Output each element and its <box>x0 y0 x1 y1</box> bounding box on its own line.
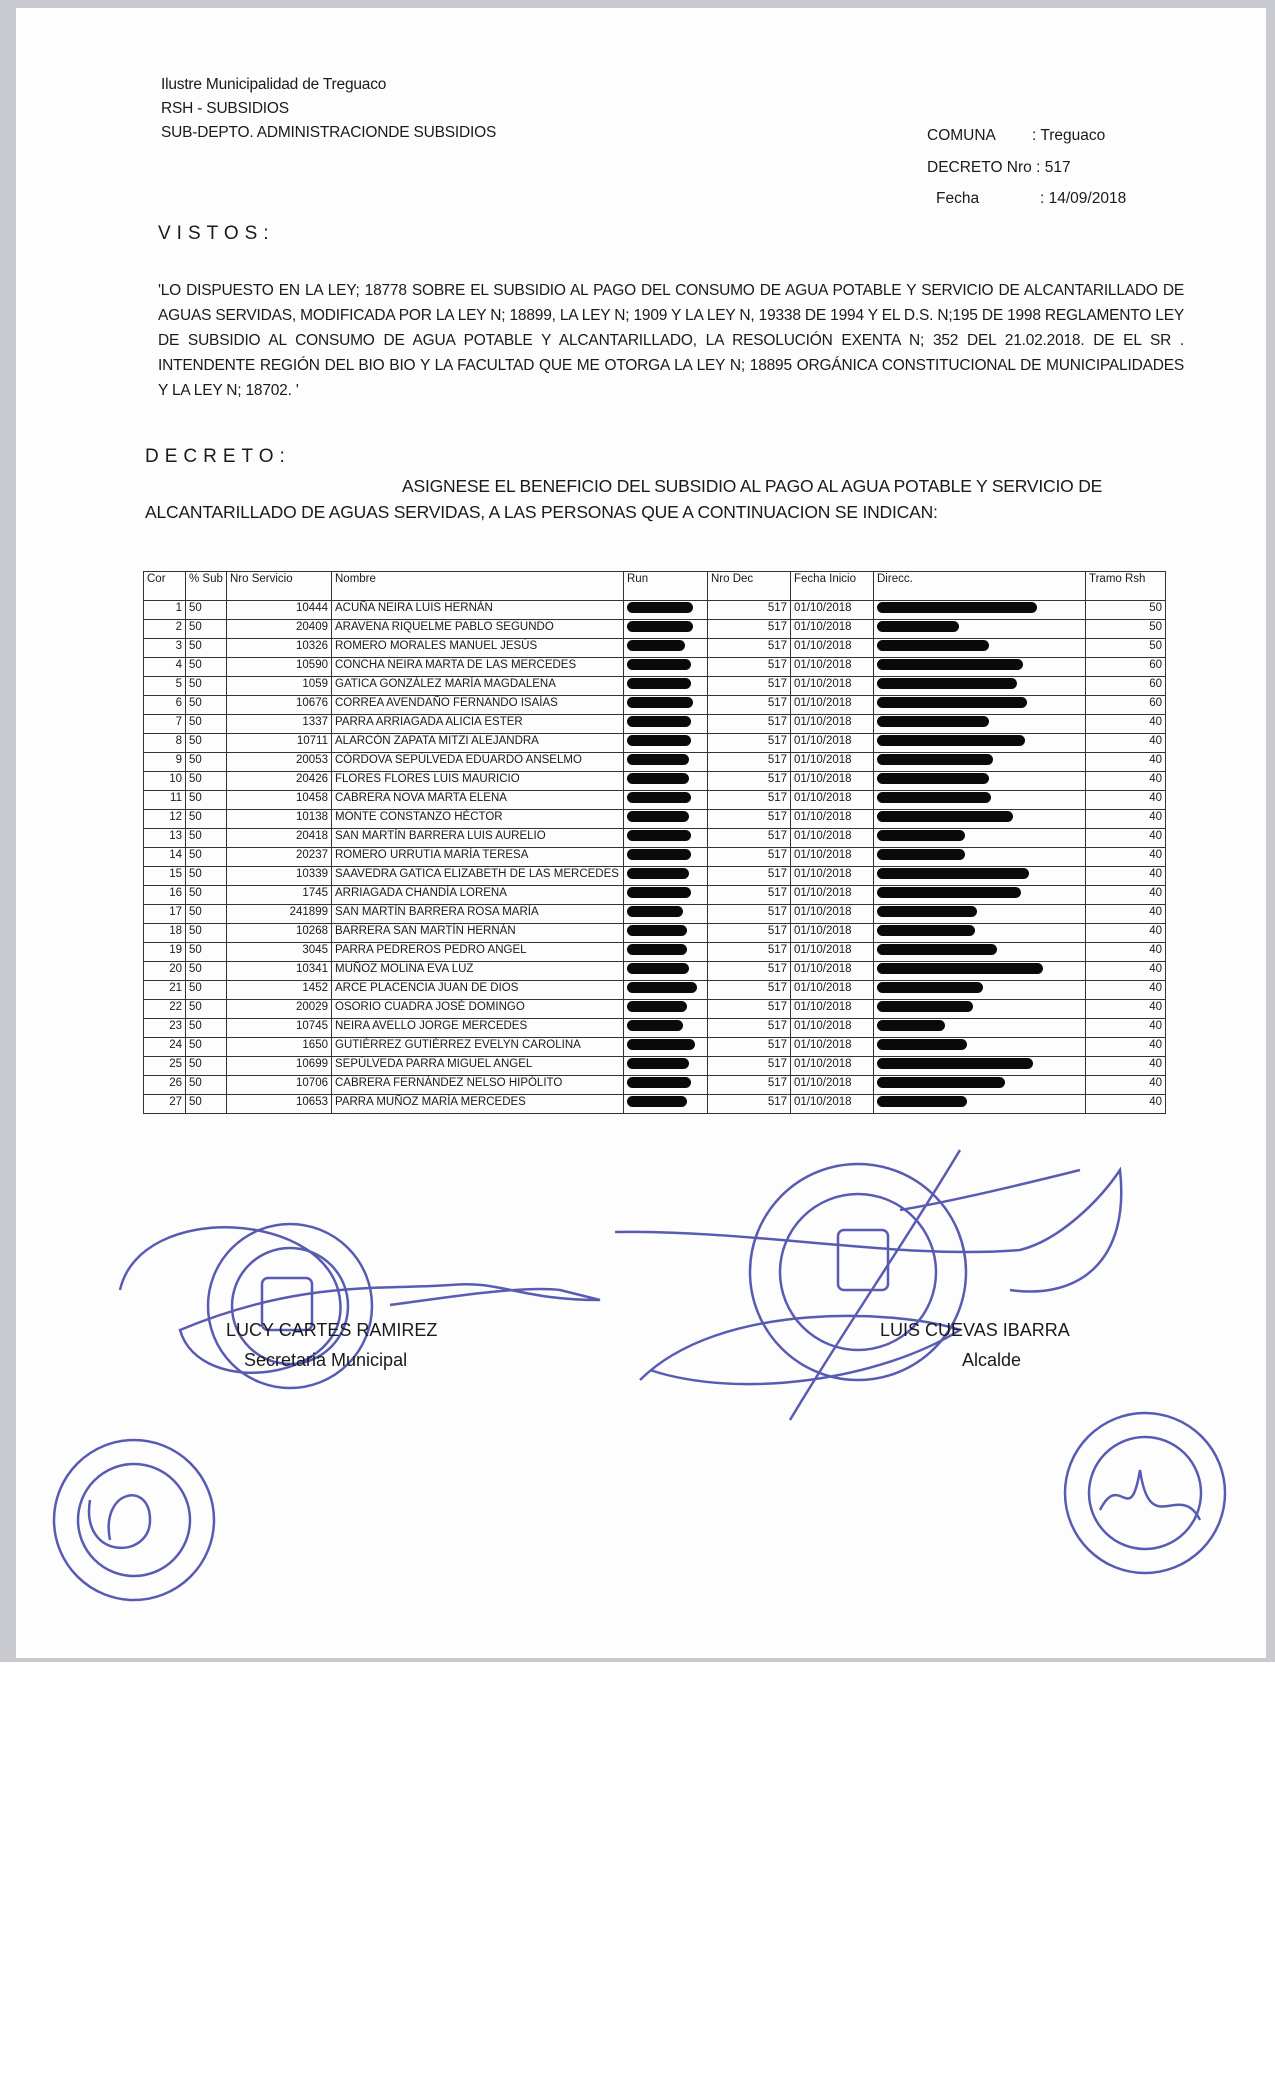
cor-cell: 3 <box>144 639 186 658</box>
fecha-cell: 01/10/2018 <box>791 1000 874 1019</box>
column-header: Tramo Rsh <box>1086 572 1166 601</box>
comuna-label: COMUNA <box>927 127 996 144</box>
cor-cell: 6 <box>144 696 186 715</box>
decreto-number: DECRETO Nro : 517 <box>927 159 1071 176</box>
nombre-cell: OSORIO CUADRA JOSÉ DOMINGO <box>332 1000 624 1019</box>
left-signatory-name: LUCY CARTES RAMIREZ <box>226 1320 438 1340</box>
nombre-cell: SEPÚLVEDA PARRA MIGUEL ANGEL <box>332 1057 624 1076</box>
cor-cell: 26 <box>144 1076 186 1095</box>
column-header: Cor <box>144 572 186 601</box>
fecha-cell: 01/10/2018 <box>791 677 874 696</box>
nombre-cell: SAAVEDRA GATICA ELIZABETH DE LAS MERCEDES <box>332 867 624 886</box>
nombre-cell: ARAVENA RIQUELME PABLO SEGUNDO <box>332 620 624 639</box>
dec-cell: 517 <box>708 1038 791 1057</box>
fecha-cell: 01/10/2018 <box>791 886 874 905</box>
tramo-cell: 60 <box>1086 677 1166 696</box>
dec-cell: 517 <box>708 620 791 639</box>
nombre-cell: CÓRDOVA SEPÚLVEDA EDUARDO ANSELMO <box>332 753 624 772</box>
nombre-cell: ARRIAGADA CHANDÍA LORENA <box>332 886 624 905</box>
cor-cell: 5 <box>144 677 186 696</box>
tramo-cell: 40 <box>1086 810 1166 829</box>
servicio-cell: 10699 <box>227 1057 332 1076</box>
nombre-cell: ALARCÓN ZAPATA MITZI ALEJANDRA <box>332 734 624 753</box>
tramo-cell: 60 <box>1086 658 1166 677</box>
nombre-cell: CONCHA NEIRA MARTA DE LAS MERCEDES <box>332 658 624 677</box>
servicio-cell: 10339 <box>227 867 332 886</box>
servicio-cell: 10341 <box>227 962 332 981</box>
sub-cell: 50 <box>186 848 227 867</box>
tramo-cell: 40 <box>1086 734 1166 753</box>
dec-cell: 517 <box>708 639 791 658</box>
decreto-line-2: ALCANTARILLADO DE AGUAS SERVIDAS, A LAS PERSONAS QUE A CONTINUACION SE INDICAN: <box>145 502 938 522</box>
dec-cell: 517 <box>708 848 791 867</box>
fecha-label: Fecha <box>936 190 980 207</box>
servicio-cell: 20426 <box>227 772 332 791</box>
tramo-cell: 40 <box>1086 715 1166 734</box>
fecha-cell: 01/10/2018 <box>791 943 874 962</box>
sub-cell: 50 <box>186 810 227 829</box>
left-signatory-title: Secretaria Municipal <box>244 1350 408 1370</box>
sub-cell: 50 <box>186 658 227 677</box>
right-signatory-name: LUIS CUEVAS IBARRA <box>880 1320 1070 1340</box>
tramo-cell: 50 <box>1086 639 1166 658</box>
sub-cell: 50 <box>186 829 227 848</box>
servicio-cell: 20029 <box>227 1000 332 1019</box>
cor-cell: 15 <box>144 867 186 886</box>
sub-cell: 50 <box>186 1076 227 1095</box>
dec-cell: 517 <box>708 734 791 753</box>
cor-cell: 11 <box>144 791 186 810</box>
cor-cell: 14 <box>144 848 186 867</box>
tramo-cell: 40 <box>1086 981 1166 1000</box>
tramo-cell: 40 <box>1086 867 1166 886</box>
servicio-cell: 10706 <box>227 1076 332 1095</box>
cor-cell: 12 <box>144 810 186 829</box>
servicio-cell: 10326 <box>227 639 332 658</box>
servicio-cell: 20409 <box>227 620 332 639</box>
nombre-cell: SAN MARTÍN BARRERA LUIS AURELIO <box>332 829 624 848</box>
fecha-value: : 14/09/2018 <box>1040 190 1127 207</box>
servicio-cell: 20418 <box>227 829 332 848</box>
nombre-cell: ROMERO MORALES MANUEL JESÚS <box>332 639 624 658</box>
dec-cell: 517 <box>708 1095 791 1114</box>
tramo-cell: 40 <box>1086 753 1166 772</box>
sub-cell: 50 <box>186 905 227 924</box>
sub-cell: 50 <box>186 753 227 772</box>
dec-cell: 517 <box>708 829 791 848</box>
servicio-cell: 1059 <box>227 677 332 696</box>
comuna-value: : Treguaco <box>1032 127 1106 144</box>
column-header: Fecha Inicio <box>791 572 874 601</box>
cor-cell: 4 <box>144 658 186 677</box>
fecha-cell: 01/10/2018 <box>791 1019 874 1038</box>
fecha-cell: 01/10/2018 <box>791 810 874 829</box>
fecha-cell: 01/10/2018 <box>791 715 874 734</box>
fecha-cell: 01/10/2018 <box>791 905 874 924</box>
decreto-heading: DECRETO: <box>145 446 291 467</box>
sub-cell: 50 <box>186 772 227 791</box>
cor-cell: 2 <box>144 620 186 639</box>
sub-cell: 50 <box>186 1019 227 1038</box>
fecha-cell: 01/10/2018 <box>791 1057 874 1076</box>
dec-cell: 517 <box>708 715 791 734</box>
dec-cell: 517 <box>708 886 791 905</box>
fecha-cell: 01/10/2018 <box>791 734 874 753</box>
sub-cell: 50 <box>186 620 227 639</box>
dec-cell: 517 <box>708 943 791 962</box>
tramo-cell: 40 <box>1086 943 1166 962</box>
dec-cell: 517 <box>708 1019 791 1038</box>
tramo-cell: 40 <box>1086 848 1166 867</box>
fecha-cell: 01/10/2018 <box>791 620 874 639</box>
nombre-cell: CABRERA NOVA MARTA ELENA <box>332 791 624 810</box>
dec-cell: 517 <box>708 753 791 772</box>
tramo-cell: 40 <box>1086 962 1166 981</box>
servicio-cell: 1745 <box>227 886 332 905</box>
sub-cell: 50 <box>186 696 227 715</box>
dec-cell: 517 <box>708 1057 791 1076</box>
servicio-cell: 1452 <box>227 981 332 1000</box>
dec-cell: 517 <box>708 1000 791 1019</box>
servicio-cell: 10676 <box>227 696 332 715</box>
column-header: Nombre <box>332 572 624 601</box>
nombre-cell: FLORES FLORES LUIS MAURICIO <box>332 772 624 791</box>
servicio-cell: 10590 <box>227 658 332 677</box>
fecha-cell: 01/10/2018 <box>791 753 874 772</box>
tramo-cell: 50 <box>1086 601 1166 620</box>
tramo-cell: 50 <box>1086 620 1166 639</box>
sub-cell: 50 <box>186 1038 227 1057</box>
department-name: SUB-DEPTO. ADMINISTRACIONDE SUBSIDIOS <box>161 124 497 141</box>
sub-cell: 50 <box>186 734 227 753</box>
servicio-cell: 20053 <box>227 753 332 772</box>
sub-cell: 50 <box>186 715 227 734</box>
nombre-cell: MONTE CONSTANZO HÉCTOR <box>332 810 624 829</box>
fecha-cell: 01/10/2018 <box>791 696 874 715</box>
servicio-cell: 10444 <box>227 601 332 620</box>
servicio-cell: 10458 <box>227 791 332 810</box>
servicio-cell: 10745 <box>227 1019 332 1038</box>
sub-cell: 50 <box>186 962 227 981</box>
cor-cell: 7 <box>144 715 186 734</box>
right-signatory-title: Alcalde <box>962 1350 1022 1370</box>
decreto-line-1: ASIGNESE EL BENEFICIO DEL SUBSIDIO AL PAGO AL AGUA POTABLE Y SERVICIO DE <box>402 476 1103 496</box>
dec-cell: 517 <box>708 1076 791 1095</box>
servicio-cell: 1650 <box>227 1038 332 1057</box>
sub-cell: 50 <box>186 1095 227 1114</box>
cor-cell: 18 <box>144 924 186 943</box>
cor-cell: 21 <box>144 981 186 1000</box>
servicio-cell: 20237 <box>227 848 332 867</box>
tramo-cell: 40 <box>1086 1019 1166 1038</box>
fecha-cell: 01/10/2018 <box>791 1038 874 1057</box>
cor-cell: 20 <box>144 962 186 981</box>
sub-cell: 50 <box>186 639 227 658</box>
servicio-cell: 10711 <box>227 734 332 753</box>
treasury-stamp-icon <box>54 1440 214 1600</box>
fecha-cell: 01/10/2018 <box>791 601 874 620</box>
tramo-cell: 40 <box>1086 1038 1166 1057</box>
nombre-cell: PARRA ARRIAGADA ALICIA ESTER <box>332 715 624 734</box>
nombre-cell: ROMERO URRUTIA MARÍA TERESA <box>332 848 624 867</box>
cor-cell: 16 <box>144 886 186 905</box>
nombre-cell: NEIRA AVELLO JORGE MERCEDES <box>332 1019 624 1038</box>
sub-cell: 50 <box>186 943 227 962</box>
nombre-cell: PARRA PEDREROS PEDRO ANGEL <box>332 943 624 962</box>
dec-cell: 517 <box>708 601 791 620</box>
nombre-cell: PARRA MUÑOZ MARÍA MERCEDES <box>332 1095 624 1114</box>
dec-cell: 517 <box>708 905 791 924</box>
sub-cell: 50 <box>186 867 227 886</box>
tramo-cell: 40 <box>1086 1095 1166 1114</box>
servicio-cell: 241899 <box>227 905 332 924</box>
alcalde-stamp-icon <box>750 1164 966 1380</box>
column-header: Nro Dec <box>708 572 791 601</box>
nombre-cell: MUÑOZ MOLINA EVA LUZ <box>332 962 624 981</box>
tramo-cell: 40 <box>1086 791 1166 810</box>
vistos-heading: VISTOS: <box>158 223 275 244</box>
dec-cell: 517 <box>708 962 791 981</box>
cor-cell: 22 <box>144 1000 186 1019</box>
small-signature-icon <box>89 1470 1200 1548</box>
tramo-cell: 40 <box>1086 1076 1166 1095</box>
fecha-cell: 01/10/2018 <box>791 867 874 886</box>
cor-cell: 25 <box>144 1057 186 1076</box>
cor-cell: 9 <box>144 753 186 772</box>
cor-cell: 13 <box>144 829 186 848</box>
fecha-cell: 01/10/2018 <box>791 962 874 981</box>
dec-cell: 517 <box>708 867 791 886</box>
column-header: Nro Servicio <box>227 572 332 601</box>
tramo-cell: 40 <box>1086 1000 1166 1019</box>
cor-cell: 27 <box>144 1095 186 1114</box>
tramo-cell: 40 <box>1086 772 1166 791</box>
nombre-cell: ARCE PLACENCIA JUAN DE DIOS <box>332 981 624 1000</box>
servicio-cell: 1337 <box>227 715 332 734</box>
sub-cell: 50 <box>186 981 227 1000</box>
dec-cell: 517 <box>708 696 791 715</box>
cor-cell: 19 <box>144 943 186 962</box>
column-header: Direcc. <box>874 572 1086 601</box>
cor-cell: 8 <box>144 734 186 753</box>
fecha-cell: 01/10/2018 <box>791 829 874 848</box>
sub-cell: 50 <box>186 791 227 810</box>
cor-cell: 17 <box>144 905 186 924</box>
institution-name: Ilustre Municipalidad de Treguaco <box>161 76 387 93</box>
servicio-cell: 10653 <box>227 1095 332 1114</box>
tramo-cell: 40 <box>1086 886 1166 905</box>
fecha-cell: 01/10/2018 <box>791 658 874 677</box>
nombre-cell: GATICA GONZÁLEZ MARÍA MAGDALENA <box>332 677 624 696</box>
cor-cell: 1 <box>144 601 186 620</box>
dec-cell: 517 <box>708 981 791 1000</box>
tramo-cell: 40 <box>1086 924 1166 943</box>
nombre-cell: GUTIÉRREZ GUTIÉRREZ EVELYN CAROLINA <box>332 1038 624 1057</box>
nombre-cell: CABRERA FERNÁNDEZ NELSO HIPÓLITO <box>332 1076 624 1095</box>
tramo-cell: 40 <box>1086 905 1166 924</box>
fecha-cell: 01/10/2018 <box>791 791 874 810</box>
cor-cell: 23 <box>144 1019 186 1038</box>
sub-cell: 50 <box>186 1000 227 1019</box>
dec-cell: 517 <box>708 810 791 829</box>
tramo-cell: 60 <box>1086 696 1166 715</box>
dec-cell: 517 <box>708 924 791 943</box>
servicio-cell: 3045 <box>227 943 332 962</box>
nombre-cell: SAN MARTÍN BARRERA ROSA MARÍA <box>332 905 624 924</box>
unit-name: RSH - SUBSIDIOS <box>161 100 289 117</box>
fecha-cell: 01/10/2018 <box>791 1076 874 1095</box>
tramo-cell: 40 <box>1086 829 1166 848</box>
dec-cell: 517 <box>708 677 791 696</box>
fecha-cell: 01/10/2018 <box>791 981 874 1000</box>
nombre-cell: CORREA AVENDAÑO FERNANDO ISAÍAS <box>332 696 624 715</box>
sub-cell: 50 <box>186 677 227 696</box>
dec-cell: 517 <box>708 772 791 791</box>
fecha-cell: 01/10/2018 <box>791 924 874 943</box>
column-header: Run <box>624 572 708 601</box>
fecha-cell: 01/10/2018 <box>791 639 874 658</box>
dec-cell: 517 <box>708 658 791 677</box>
sub-cell: 50 <box>186 886 227 905</box>
nombre-cell: BARRERA SAN MARTÍN HERNÁN <box>332 924 624 943</box>
sub-cell: 50 <box>186 924 227 943</box>
sub-cell: 50 <box>186 601 227 620</box>
cor-cell: 24 <box>144 1038 186 1057</box>
fecha-cell: 01/10/2018 <box>791 1095 874 1114</box>
servicio-cell: 10138 <box>227 810 332 829</box>
fecha-cell: 01/10/2018 <box>791 772 874 791</box>
dec-cell: 517 <box>708 791 791 810</box>
tramo-cell: 40 <box>1086 1057 1166 1076</box>
vistos-text: 'LO DISPUESTO EN LA LEY; 18778 SOBRE EL SUBSIDIO AL PAGO DEL CONSUMO DE AGUA POTABLE Y SERVICIO DE ALCANTARILLADO DE AGUAS SERVIDAS, MODIFICADA POR LA LEY N; 18899, LA LEY N; 1909 Y LA LEY N, 19338 DE 1994 Y EL D.S. N;195 DE 1998 REGLAMENTO LEY DE SUBSIDIO AL CONSUMO DE AGUA POTABLE Y ALCANTARILLADO, LA RESOLUCIÓN EXENTA N; 352 DEL 21.02.2018. DE EL SR . INTENDENTE REGIÓN DEL BIO BIO Y LA FACULTAD QUE ME OTORGA LA LEY N; 18895 ORGÁNICA CONSTITUCIONAL DE MUNICIPALIDADES Y LA LEY N; 18702. ' <box>158 282 1184 399</box>
cor-cell: 10 <box>144 772 186 791</box>
sub-cell: 50 <box>186 1057 227 1076</box>
nombre-cell: ACUÑA NEIRA LUIS HERNÁN <box>332 601 624 620</box>
column-header: % Sub <box>186 572 227 601</box>
servicio-cell: 10268 <box>227 924 332 943</box>
fecha-cell: 01/10/2018 <box>791 848 874 867</box>
